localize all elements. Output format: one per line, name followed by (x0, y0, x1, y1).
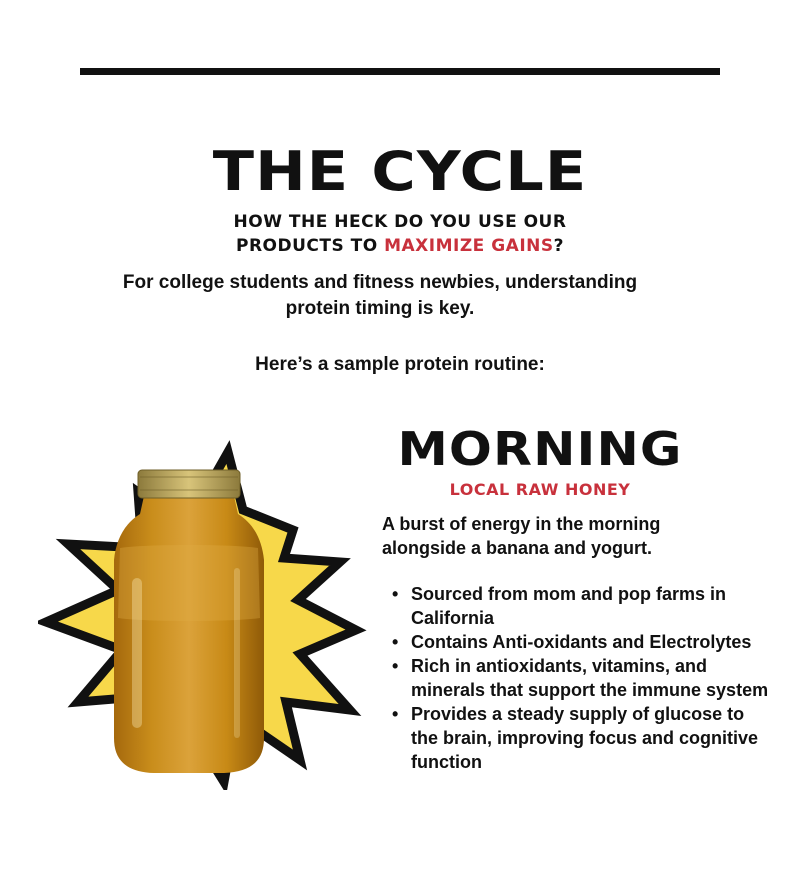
honey-jar-image (104, 468, 274, 778)
subtitle-prefix: PRODUCTS TO (235, 236, 385, 256)
description-line-1: A burst of energy in the morning (382, 514, 661, 534)
intro-line-1: For college students and fitness newbies, understanding (122, 272, 638, 293)
subtitle-accent: MAXIMIZE GAINS (384, 236, 554, 256)
list-item: • Sourced from mom and pop farms in California (392, 582, 776, 630)
list-item: • Provides a steady supply of glucose to the brain, improving focus and cognitive function (392, 702, 776, 774)
top-divider (80, 68, 720, 75)
description-line-2: alongside a banana and yogurt. (382, 538, 653, 558)
intro-text (60, 270, 700, 322)
page-title: THE CYCLE (212, 140, 588, 203)
page-subtitle (0, 210, 800, 258)
subtitle-line-2 (0, 234, 800, 258)
section-heading: MORNING (397, 422, 683, 476)
product-name: LOCAL RAW HONEY (449, 480, 631, 499)
routine-label: Here’s a sample protein routine: (255, 354, 545, 375)
section-description (382, 512, 782, 560)
subtitle-line-1: HOW THE HECK DO YOU USE OUR (233, 212, 567, 232)
intro-line-2: protein timing is key. (285, 298, 475, 319)
benefits-list (392, 582, 776, 774)
list-item: • Rich in antioxidants, vitamins, and minerals that support the immune system (392, 654, 776, 702)
subtitle-suffix: ? (553, 236, 564, 256)
list-item: • Contains Anti-oxidants and Electrolytes (392, 630, 776, 654)
